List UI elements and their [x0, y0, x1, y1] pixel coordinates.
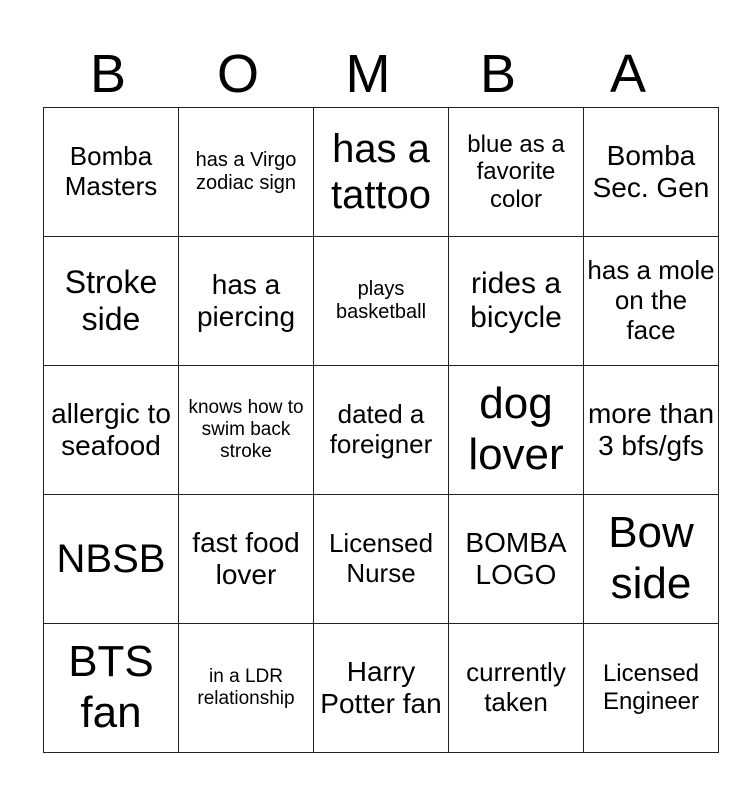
bingo-cell[interactable] [449, 237, 584, 366]
bingo-cell[interactable] [179, 108, 314, 237]
bingo-cell[interactable] [584, 624, 719, 753]
bingo-cell[interactable] [179, 366, 314, 495]
cell-text: fast food lover [192, 526, 300, 590]
bingo-cell[interactable] [449, 495, 584, 624]
cell-text: currently taken [466, 657, 566, 717]
bingo-cell[interactable] [44, 366, 179, 495]
cell-text: blue as a favorite color [467, 130, 565, 213]
bingo-header [43, 40, 693, 108]
bingo-cell[interactable] [179, 624, 314, 753]
bingo-row [44, 237, 719, 366]
bingo-cell[interactable] [584, 366, 719, 495]
bingo-cell[interactable] [44, 495, 179, 624]
bingo-cell[interactable] [584, 237, 719, 366]
bingo-cell[interactable] [314, 624, 449, 753]
bingo-cell[interactable] [449, 366, 584, 495]
cell-text: has a piercing [196, 268, 296, 332]
cell-text: BOMBA LOGO [465, 526, 567, 590]
cell-text: Bomba Masters [64, 141, 158, 201]
cell-text: has a Virgo zodiac sign [195, 149, 297, 194]
bingo-cell[interactable] [449, 624, 584, 753]
bingo-cell[interactable] [314, 237, 449, 366]
bingo-row [44, 108, 719, 237]
header-letter-b2: B [479, 44, 517, 104]
bingo-cell[interactable] [314, 366, 449, 495]
bingo-cell[interactable] [584, 108, 719, 237]
cell-text: knows how to swim back stroke [188, 397, 304, 462]
header-letter-a: A [609, 44, 647, 104]
cell-text: has a mole on the face [587, 255, 715, 345]
header-letter-b: B [89, 44, 127, 104]
cell-text: more than 3 bfs/gfs [587, 397, 715, 461]
cell-text: plays basketball [335, 278, 427, 323]
cell-text: rides a bicycle [470, 266, 562, 334]
bingo-cell[interactable] [314, 495, 449, 624]
header-letter-o: O [216, 44, 259, 104]
cell-text: BTS fan [68, 637, 154, 737]
cell-text: Stroke side [64, 264, 158, 337]
bingo-cell[interactable] [584, 495, 719, 624]
bingo-board [43, 107, 719, 753]
bingo-cell[interactable] [179, 237, 314, 366]
bingo-cell[interactable] [44, 624, 179, 753]
cell-text: Harry Potter fan [320, 655, 442, 719]
cell-text: dog lover [468, 379, 564, 479]
bingo-row [44, 624, 719, 753]
bingo-cell[interactable] [44, 108, 179, 237]
cell-text: dated a foreigner [329, 399, 433, 459]
cell-text: NBSB [56, 537, 166, 581]
bingo-cell[interactable] [449, 108, 584, 237]
cell-text: has a tattoo [330, 127, 432, 217]
cell-text: Bow side [608, 508, 694, 608]
cell-text: allergic to seafood [51, 397, 171, 461]
cell-text: in a LDR relationship [197, 666, 295, 709]
bingo-cell[interactable] [314, 108, 449, 237]
bingo-row [44, 495, 719, 624]
cell-text: Licensed Engineer [602, 660, 700, 715]
header-letter-m: M [345, 44, 391, 104]
cell-text: Bomba Sec. Gen [592, 139, 710, 203]
bingo-row [44, 366, 719, 495]
bingo-cell[interactable] [44, 237, 179, 366]
cell-text: Licensed Nurse [328, 528, 434, 588]
bingo-cell[interactable] [179, 495, 314, 624]
